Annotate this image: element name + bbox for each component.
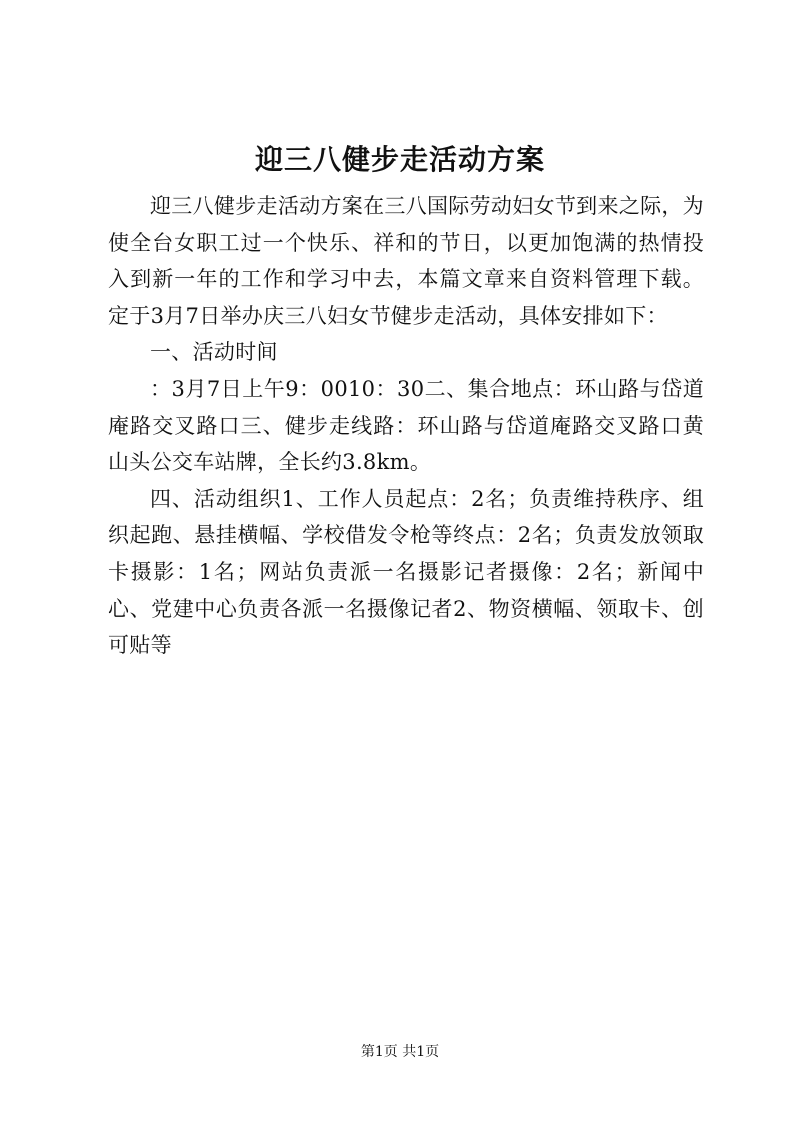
- page-footer: 第1页 共1页: [360, 1044, 440, 1060]
- paragraph-time-location-route: ：3月7日上午9：0010：30二、集合地点：环山路与岱道庵路交叉路口三、健步走线路：环山路与岱道庵路交叉路口黄山头公交车站牌，全长约3.8km。: [108, 376, 704, 475]
- document-body: [108, 188, 704, 664]
- paragraph-organization: 四、活动组织1、工作人员起点：2名；负责维持秩序、组织起跑、悬挂横幅、学校借发令枪等终点：2名；负责发放领取卡摄影：1名；网站负责派一名摄影记者摄像：2名；新闻中心、党建中心负责各派一名摄像记者2、物资横幅、领取卡、创可贴等: [108, 486, 704, 658]
- paragraph-intro: 迎三八健步走活动方案在三八国际劳动妇女节到来之际，为使全台女职工过一个快乐、祥和的节日，以更加饱满的热情投入到新一年的工作和学习中去，本篇文章来自资料管理下载。定于3月7日举办庆三八妇女节健步走活动，具体安排如下：: [108, 194, 704, 328]
- paragraph-activity-time-heading: 一、活动时间: [150, 340, 278, 365]
- document-title: 迎三八健步走活动方案: [254, 143, 545, 176]
